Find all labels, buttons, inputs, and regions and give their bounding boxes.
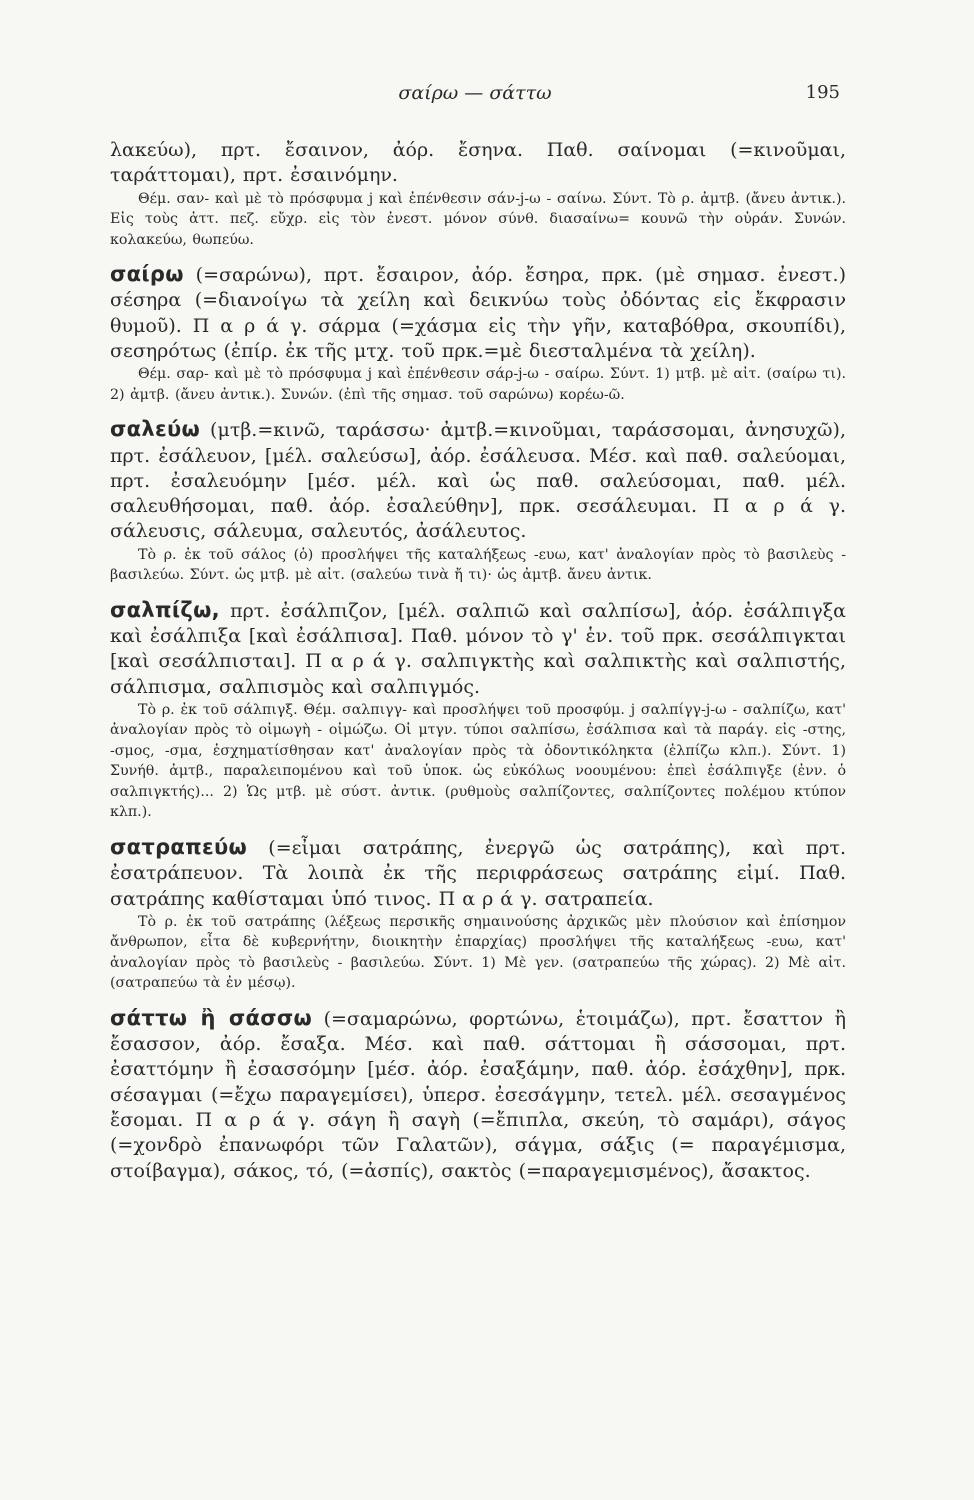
body-text: (=εἶμαι σατράπης, ἐνεργῶ ὡς σατράπης), καὶ πρτ. ἐσατράπευον. Τὰ λοιπὰ ἐκ τῆς περιφράσεως σατράπης εἰμί. Παθ. σατράπης καθίσταμαι ὑπό τινος. Π α ρ ά γ. σατραπεία. xyxy=(110,836,846,910)
entry-sairo xyxy=(110,262,846,364)
running-title: σαίρω — σάττω xyxy=(398,82,552,104)
note-text: Τὸ ρ. ἐκ τοῦ σάλπιγξ. Θέμ. σαλπιγγ- καὶ προσλήψει τοῦ προσφύμ. j σαλπίγγ-j-ω - σαλπίζω, κατ' ἀναλογίαν πρὸς τὸ οἰμωγὴ - οἰμώζω. Οἱ μτγν. τύποι σαλπίσω, ἐσάλπισα καὶ τὰ παράγ. εἰς -στης, -σμος, -σμα, ἐσχηματίσθησαν κατ' ἀναλογίαν πρὸς τὰ ὀδοντικόληκτα (ἐλπίζω κλπ.). Σύντ. 1) Συνήθ. ἀμτβ., παραλειπομένου καὶ τοῦ ὑποκ. ὡς εὐκόλως νοουμένου: ἐπεὶ ἐσάλπιγξε (ἐνν. ὁ σαλπιγκτής)... 2) Ὡς μτβ. μὲ σύστ. ἀντικ. (ρυθμοὺς σαλπίζοντες, σαλπίζοντες πολέμου κτύπον κλπ.). xyxy=(110,701,846,821)
body-text: (=σαρώνω), πρτ. ἔσαιρον, ἀόρ. ἔσηρα, πρκ. (μὲ σημασ. ἐνεστ.) σέσηρα (=διανοίγω τὰ χείλη καὶ δεικνύω τοὺς ὀδόντας εἰς ἔκφρασιν θυμοῦ). Π α ρ ά γ. σάρμα (=χάσμα εἰς τὴν γῆν, καταβόθρα, σκουπίδι), σεσηρότως (ἐπίρ. ἐκ τῆς μτχ. τοῦ πρκ.=μὲ διεσταλμένα τὰ χείλη). xyxy=(110,264,846,362)
body-text: (μτβ.=κινῶ, ταράσσω· ἀμτβ.=κινοῦμαι, ταράσσομαι, ἀνησυχῶ), πρτ. ἐσάλευον, [μέλ. σαλεύσω], ἀόρ. ἐσάλευσα. Μέσ. καὶ παθ. σαλεύομαι, πρτ. ἐσαλευόμην [μέσ. μέλ. καὶ ὡς παθ. σαλεύσομαι, παθ. μέλ. σαλευθήσομαι, παθ. ἀόρ. ἐσαλεύθην], πρκ. σεσάλευμαι. Π α ρ ά γ. σάλευσις, σάλευμα, σαλευτός, ἀσάλευτος. xyxy=(110,419,846,543)
entry-satrapeuo xyxy=(110,835,846,912)
etymology-note xyxy=(110,364,846,405)
etymology-note xyxy=(110,545,846,586)
note-text: Θέμ. σαν- καὶ μὲ τὸ πρόσφυμα j καὶ ἐπένθεσιν σάν-j-ω - σαίνω. Σύντ. Τὸ ρ. ἀμτβ. (ἄνευ ἀντικ.). Εἰς τοὺς ἀττ. πεζ. εὔχρ. εἰς τὸν ἐνεστ. μόνον σύνθ. διασαίνω= κουνῶ τὴν οὐράν. Συνών. κολακεύω, θωπεύω. xyxy=(110,190,846,248)
lemma-headword: σαίρω xyxy=(110,262,184,287)
note-text: Τὸ ρ. ἐκ τοῦ σατράπης (λέξεως περσικῆς σημαινούσης ἀρχικῶς μὲν πλούσιον καὶ ἐπίσημον ἄνθρωπον, εἶτα δὲ κυβερνήτην, διοικητὴν ἐπαρχίας) προσλήψει τῆς καταλήξεως -ευω, κατ' ἀναλογίαν πρὸς τὸ βασιλεὺς - βασιλεύω. Σύντ. 1) Μὲ γεν. (σατραπεύω τῆς χώρας). 2) Μὲ αἰτ. (σατραπεύω τὰ ἐν μέσῳ). xyxy=(110,913,846,992)
lemma-headword: σατραπεύω xyxy=(110,834,248,859)
note-text: Τὸ ρ. ἐκ τοῦ σάλος (ὁ) προσλήψει τῆς καταλήξεως -ευω, κατ' ἀναλογίαν πρὸς τὸ βασιλεὺς - βασιλεύω. Σύντ. ὡς μτβ. μὲ αἰτ. (σαλεύω τινὰ ἤ τι)· ὡς ἀμτβ. ἄνευ ἀντικ. xyxy=(110,546,846,584)
body-text: (=σαμαρώνω, φορτώνω, ἑτοιμάζω), πρτ. ἔσαττον ἢ ἔσασσον, ἀόρ. ἔσαξα. Μέσ. καὶ παθ. σάττομαι ἢ σάσσομαι, πρτ. ἐσαττόμην ἢ ἐσασσόμην [μέσ. ἀόρ. ἐσαξάμην, παθ. ἀόρ. ἐσάχθην], πρκ. σέσαγμαι (=ἔχω παραγεμίσει), ὑπερσ. ἐσεσάγμην, τετελ. μέλ. σεσαγμένος ἔσομαι. Π α ρ ά γ. σάγη ἢ σαγὴ (=ἔπιπλα, σκεύη, τὸ σαμάρι), σάγος (=χονδρὸ ἐπανωφόρι τῶν Γαλατῶν), σάγμα, σάξις (= παραγέμισμα, στοίβαγμα), σάκος, τό, (=ἀσπίς), σακτὸς (=παραγεμισμένος), ἄσακτος. xyxy=(110,1007,846,1182)
etymology-note xyxy=(110,189,846,251)
entry-continuation xyxy=(110,138,846,189)
entry-salpizo xyxy=(110,598,846,700)
body-text: λακεύω), πρτ. ἔσαινον, ἀόρ. ἔσηνα. Παθ. σαίνομαι (=κινοῦμαι, ταράττομαι), πρτ. ἐσαινόμην. xyxy=(110,139,846,187)
page-number: 195 xyxy=(805,82,840,103)
page-body xyxy=(110,138,846,1184)
lemma-headword: σαλπίζω, xyxy=(110,597,220,622)
entry-satto xyxy=(110,1006,846,1184)
etymology-note xyxy=(110,700,846,823)
entry-saleuo xyxy=(110,417,846,544)
lemma-headword: σάττω ἢ σάσσω xyxy=(110,1005,313,1030)
note-text: Θέμ. σαρ- καὶ μὲ τὸ πρόσφυμα j καὶ ἐπένθεσιν σάρ-j-ω - σαίρω. Σύντ. 1) μτβ. μὲ αἰτ. (σαίρω τι). 2) ἀμτβ. (ἄνευ ἀντικ.). Συνών. (ἐπὶ τῆς σημασ. τοῦ σαρώνω) κορέω-ῶ. xyxy=(110,366,846,403)
lemma-headword: σαλεύω xyxy=(110,417,200,442)
body-text: πρτ. ἐσάλπιζον, [μέλ. σαλπιῶ καὶ σαλπίσω], ἀόρ. ἐσάλπιγξα καὶ ἐσάλπιξα [καὶ ἐσάλπισα]. Παθ. μόνον τὸ γ' ἑν. τοῦ πρκ. σεσάλπιγκται [καὶ σεσάλπισται]. Π α ρ ά γ. σαλπιγκτὴς καὶ σαλπικτὴς καὶ σαλπιστής, σάλπισμα, σαλπισμὸς καὶ σαλπιγμός. xyxy=(110,599,846,698)
page-header xyxy=(110,82,840,110)
etymology-note xyxy=(110,912,846,994)
